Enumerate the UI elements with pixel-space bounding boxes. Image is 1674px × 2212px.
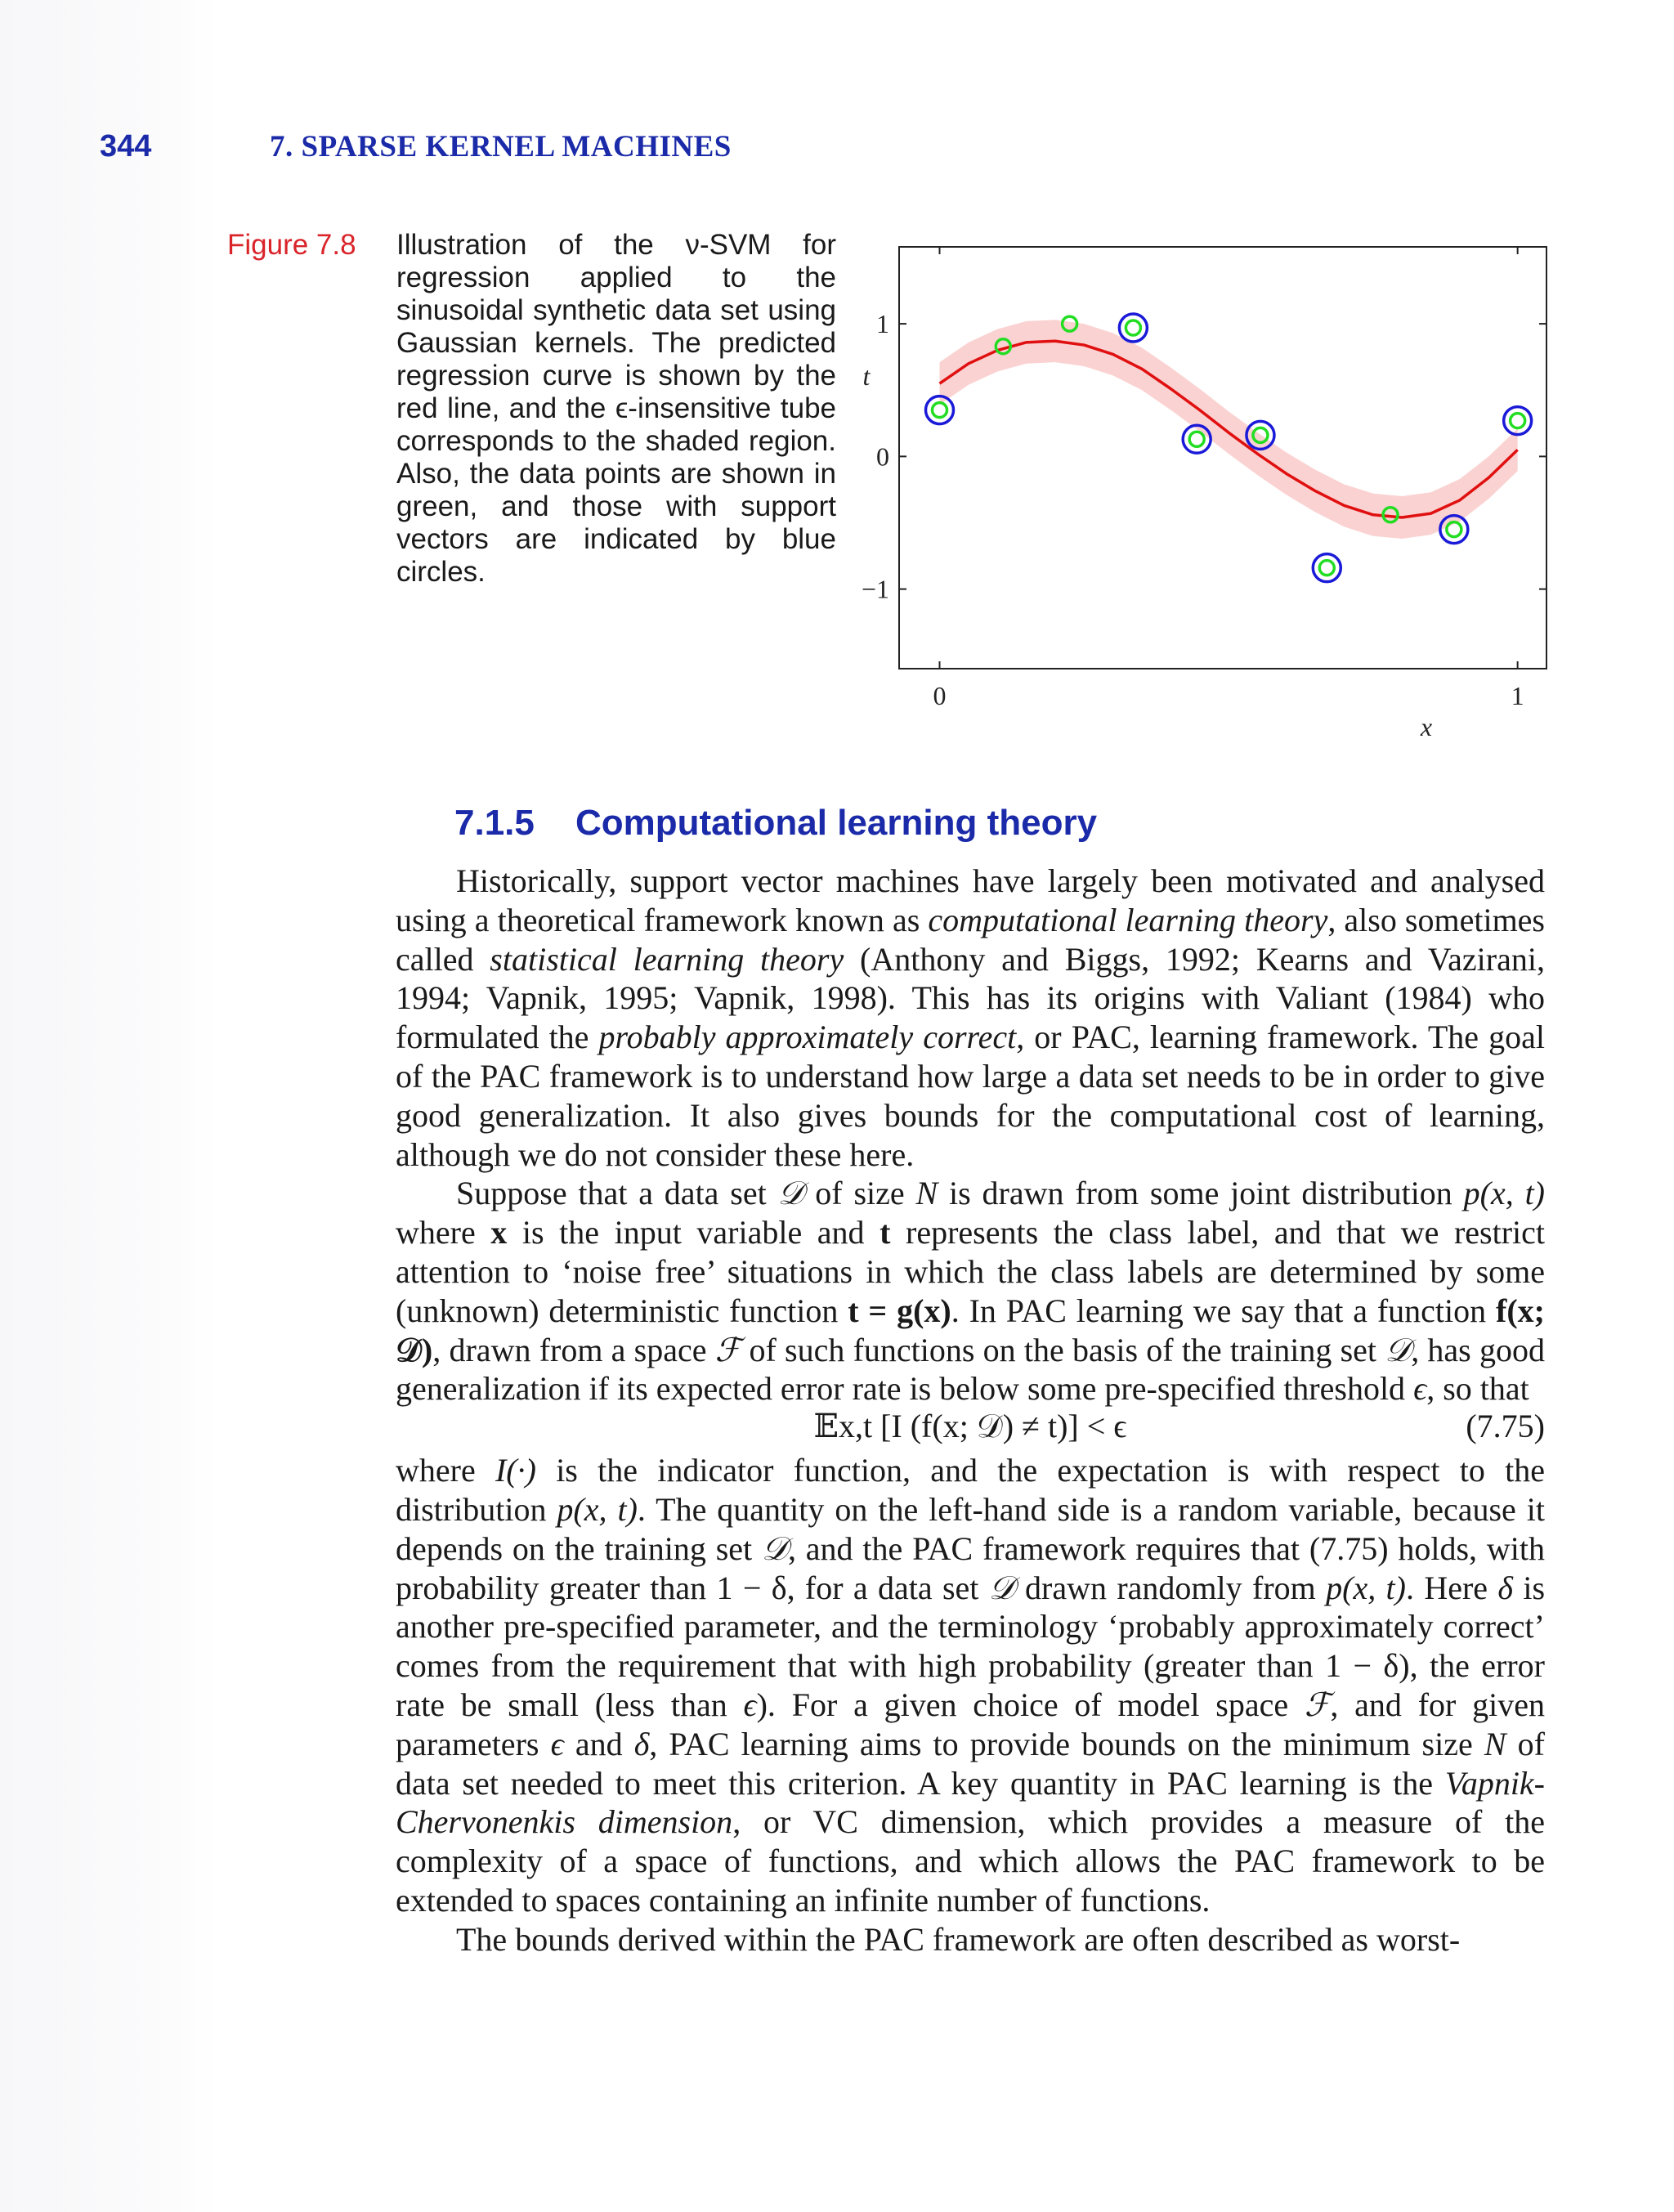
support-vector-circle xyxy=(1183,425,1211,453)
text-run: of such functions on the basis of the training set xyxy=(741,1331,1385,1368)
text-run: , and the PAC framework requires that (7.75) holds, with probability greater than xyxy=(396,1529,1545,1606)
support-vector-circle xyxy=(1313,554,1341,582)
y-tick-label: 0 xyxy=(876,441,889,472)
emphasis: computational learning theory xyxy=(928,901,1328,938)
math: 𝒟 xyxy=(762,1529,788,1567)
text-run: where xyxy=(396,1452,495,1489)
math: t xyxy=(880,1214,891,1252)
data-point xyxy=(933,403,947,418)
data-point xyxy=(1319,561,1334,575)
math: 𝒟 xyxy=(777,1175,804,1212)
y-tick-label: 1 xyxy=(876,309,889,339)
text-run: , and for given parameters xyxy=(396,1686,1545,1762)
paragraph-3 xyxy=(396,1451,1545,1920)
figure-chart xyxy=(834,229,1553,752)
math: ϵ xyxy=(550,1725,564,1762)
equation-number: (7.75) xyxy=(1466,1408,1545,1445)
text-run: Historically, support vector machines have largely been motivated and analysed using a theoretical framework known as xyxy=(396,862,1545,938)
data-point xyxy=(1189,432,1204,446)
text-run: is the input variable and xyxy=(507,1214,880,1252)
y-axis-label: t xyxy=(862,361,871,392)
text-run: , drawn from a space xyxy=(432,1331,715,1368)
page-margin xyxy=(0,0,221,2212)
math: N xyxy=(915,1175,938,1212)
text-run: represents the class label, and that we restrict attention to ‘noise free’ situations in which the class labels are determined by some (unknown) deterministic function xyxy=(396,1214,1545,1329)
x-axis-label: x xyxy=(1420,712,1433,741)
text-run: , or VC dimension, which provides a measure of the complexity of a space of functions, and which allows the PAC framework to be extended to spaces containing an infinite number of functions. xyxy=(396,1803,1545,1919)
math: f(x; 𝒟) xyxy=(396,1292,1545,1368)
math: I(·) xyxy=(495,1452,536,1489)
equation-7-75 xyxy=(396,1407,1545,1449)
emphasis: Vapnik-Chervonenkis dimension xyxy=(396,1764,1545,1841)
math: t = g(x) xyxy=(848,1292,951,1329)
math: 𝒟 xyxy=(1385,1331,1412,1368)
equation-expression: 𝔼x,t [I (f(x; 𝒟) ≠ t)] < ϵ xyxy=(813,1408,1127,1445)
emphasis: probably approximately correct xyxy=(598,1019,1017,1056)
text-run: , or PAC, learning framework. The goal of the PAC framework is to understand how large a data set needs to be in order to give good generalization. It also gives bounds for the computational cost of learning, although we do not consider these here. xyxy=(396,1019,1545,1173)
text-run: of data set needed to meet this criterion. A key quantity in PAC learning is the xyxy=(396,1725,1545,1802)
text-run: , has good generalization if its expected error rate is below some pre-specified threshold xyxy=(396,1331,1545,1408)
text-run: is the indicator function, and the expectation is with respect to the distribution xyxy=(396,1452,1545,1528)
paragraph-1 xyxy=(396,862,1545,1174)
text-run: ). For a given choice of model space xyxy=(756,1686,1305,1723)
epsilon-tube xyxy=(940,320,1518,539)
text-run: . In PAC learning we say that a function xyxy=(951,1292,1497,1329)
body-text xyxy=(396,862,1545,1959)
math: 𝒟 xyxy=(988,1569,1015,1606)
paragraph-4 xyxy=(396,1920,1545,1959)
math: 1 − δ xyxy=(1325,1647,1399,1685)
chart-svg xyxy=(834,229,1553,752)
text-run: and xyxy=(563,1725,634,1762)
x-tick-label: 1 xyxy=(1511,681,1524,710)
text-run: of size xyxy=(803,1175,916,1212)
data-point xyxy=(1447,522,1461,537)
figure-label: Figure 7.8 xyxy=(227,229,356,261)
text-run: , also sometimes called xyxy=(396,901,1546,978)
text-run: , so that xyxy=(1426,1370,1529,1408)
paragraph-2 xyxy=(396,1174,1545,1408)
text-run: is another pre-specified parameter, and the terminology ‘probably approximately correct’ comes from the requirement that with high probability (greater than xyxy=(396,1569,1546,1685)
math: δ xyxy=(1497,1569,1513,1606)
text-run: , for a data set xyxy=(786,1569,989,1606)
text-run: ), the error rate be small (less than xyxy=(396,1647,1545,1723)
math: 1 − δ xyxy=(716,1569,787,1606)
text-run: drawn randomly from xyxy=(1014,1569,1327,1606)
text-run: . The quantity on the left-hand side is a random variable, because it depends on the training set xyxy=(396,1490,1545,1567)
math: ϵ xyxy=(743,1686,757,1723)
page-header xyxy=(100,129,1326,170)
section-number: 7.1.5 xyxy=(454,803,535,843)
math: ℱ xyxy=(714,1331,741,1368)
data-point xyxy=(1511,414,1525,428)
plot-frame xyxy=(899,247,1546,669)
section-heading xyxy=(454,803,1097,844)
text-run: (Anthony and Biggs, 1992; Kearns and Vazirani, 1994; Vapnik, 1995; Vapnik, 1998). This has its origins with Valiant (1984) who formulated the xyxy=(396,940,1545,1056)
text-run: where xyxy=(396,1214,491,1252)
math: ϵ xyxy=(1413,1370,1427,1408)
y-tick-label: −1 xyxy=(861,574,889,604)
text-run: , PAC learning aims to provide bounds on the minimum size xyxy=(649,1725,1484,1762)
math: ℱ xyxy=(1304,1686,1331,1723)
math: δ xyxy=(633,1725,650,1762)
text-run: . Here xyxy=(1405,1569,1498,1606)
math: N xyxy=(1484,1725,1506,1762)
x-tick-label: 0 xyxy=(933,681,947,710)
support-vector-circle xyxy=(1119,314,1147,342)
math: p(x, t) xyxy=(557,1490,638,1528)
data-point xyxy=(1126,320,1140,335)
text-run: is drawn from some joint distribution xyxy=(938,1175,1464,1212)
chapter-title: 7. SPARSE KERNEL MACHINES xyxy=(270,130,732,163)
text-run: Suppose that a data set xyxy=(456,1175,778,1212)
text-run: The bounds derived within the PAC framework are often described as worst- xyxy=(456,1920,1461,1958)
figure-caption: Illustration of the ν-SVM for regression applied to the sinusoidal synthetic data set using Gaussian kernels. The predicted regression curve is shown by the red line, and the ϵ-insensitive tube corresponds to the shaded region. Also, the data points are shown in green, and those with support vectors are indicated by blue circles. xyxy=(396,229,836,588)
page-number: 344 xyxy=(100,129,152,163)
section-title: Computational learning theory xyxy=(575,803,1098,843)
math: p(x, t) xyxy=(1326,1569,1406,1606)
emphasis: statistical learning theory xyxy=(490,940,844,978)
math: x xyxy=(490,1214,508,1252)
math: p(x, t) xyxy=(1463,1175,1545,1212)
